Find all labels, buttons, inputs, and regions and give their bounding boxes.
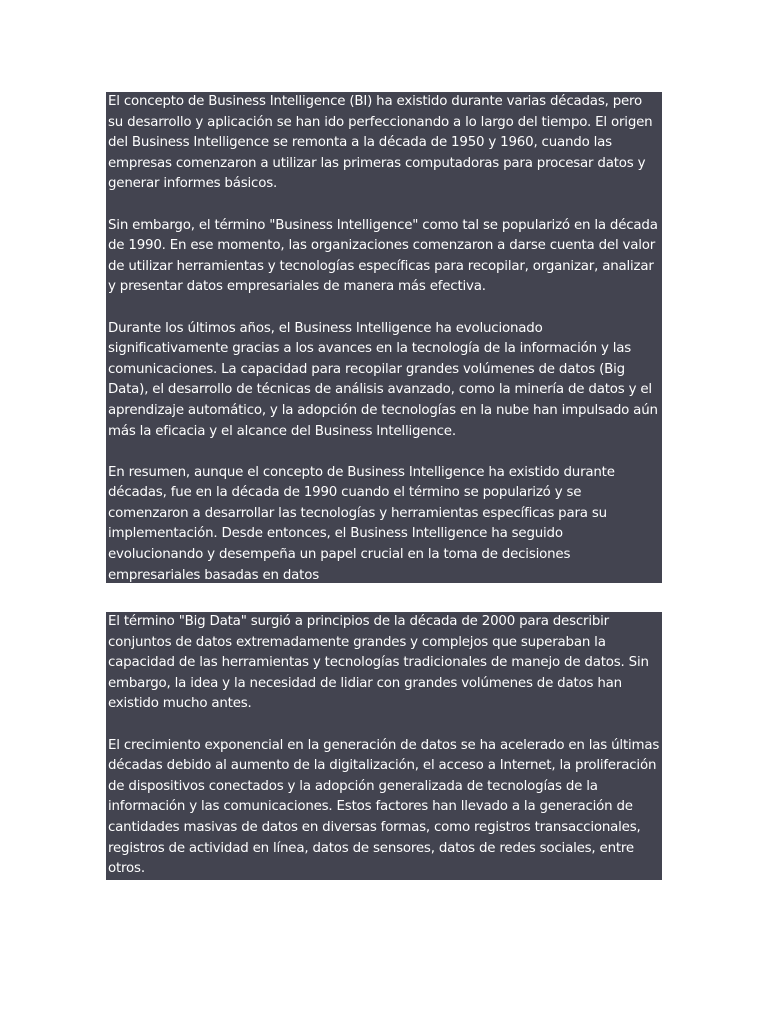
paragraph: En resumen, aunque el concepto de Business Intelligence ha existido durante décadas, fue en la década de 1990 cuando el término se popularizó y se comenzaron a desarrollar las tecnologías y herramientas específicas para su implementación. Desde entonces, el Business Intelligence ha seguido evolucionando y desempeña un papel crucial en la toma de decisiones empresariales basadas en datos [108,464,615,583]
paragraph: Durante los últimos años, el Business Intelligence ha evolucionado significativamente gracias a los avances en la tecnología de la información y las comunicaciones. La capacidad para recopilar grandes volúmenes de datos (Big Data), el desarrollo de técnicas de análisis avanzado, como la minería de datos y el aprendizaje automático, y la adopción de tecnologías en la nube han impulsado aún más la eficacia y el alcance del Business Intelligence. [108,320,658,439]
paragraph: Sin embargo, el término "Business Intelligence" como tal se popularizó en la década de 1990. En ese momento, las organizaciones comenzaron a darse cuenta del valor de utilizar herramientas y tecnologías específicas para recopilar, organizar, analizar y presentar datos empresariales de manera más efectiva. [108,217,658,295]
text-block-business-intelligence [106,92,662,583]
text-block-big-data [106,612,662,880]
paragraph: El concepto de Business Intelligence (BI) ha existido durante varias décadas, pero su desarrollo y aplicación se han ido perfeccionando a lo largo del tiempo. El origen del Business Intelligence se remonta a la década de 1950 y 1960, cuando las empresas comenzaron a utilizar las primeras computadoras para procesar datos y generar informes básicos. [108,94,653,192]
paragraph: El crecimiento exponencial en la generación de datos se ha acelerado en las últimas décadas debido al aumento de la digitalización, el acceso a Internet, la proliferación de dispositivos conectados y la adopción generalizada de tecnologías de la información y las comunicaciones. Estos factores han llevado a la generación de cantidades masivas de datos en diversas formas, como registros transaccionales, registros de actividad en línea, datos de sensores, datos de redes sociales, entre otros. [108,737,660,877]
paragraph: El término "Big Data" surgió a principios de la década de 2000 para describir conjuntos de datos extremadamente grandes y complejos que superaban la capacidad de las herramientas y tecnologías tradicionales de manejo de datos. Sin embargo, la idea y la necesidad de lidiar con grandes volúmenes de datos han existido mucho antes. [108,614,649,712]
